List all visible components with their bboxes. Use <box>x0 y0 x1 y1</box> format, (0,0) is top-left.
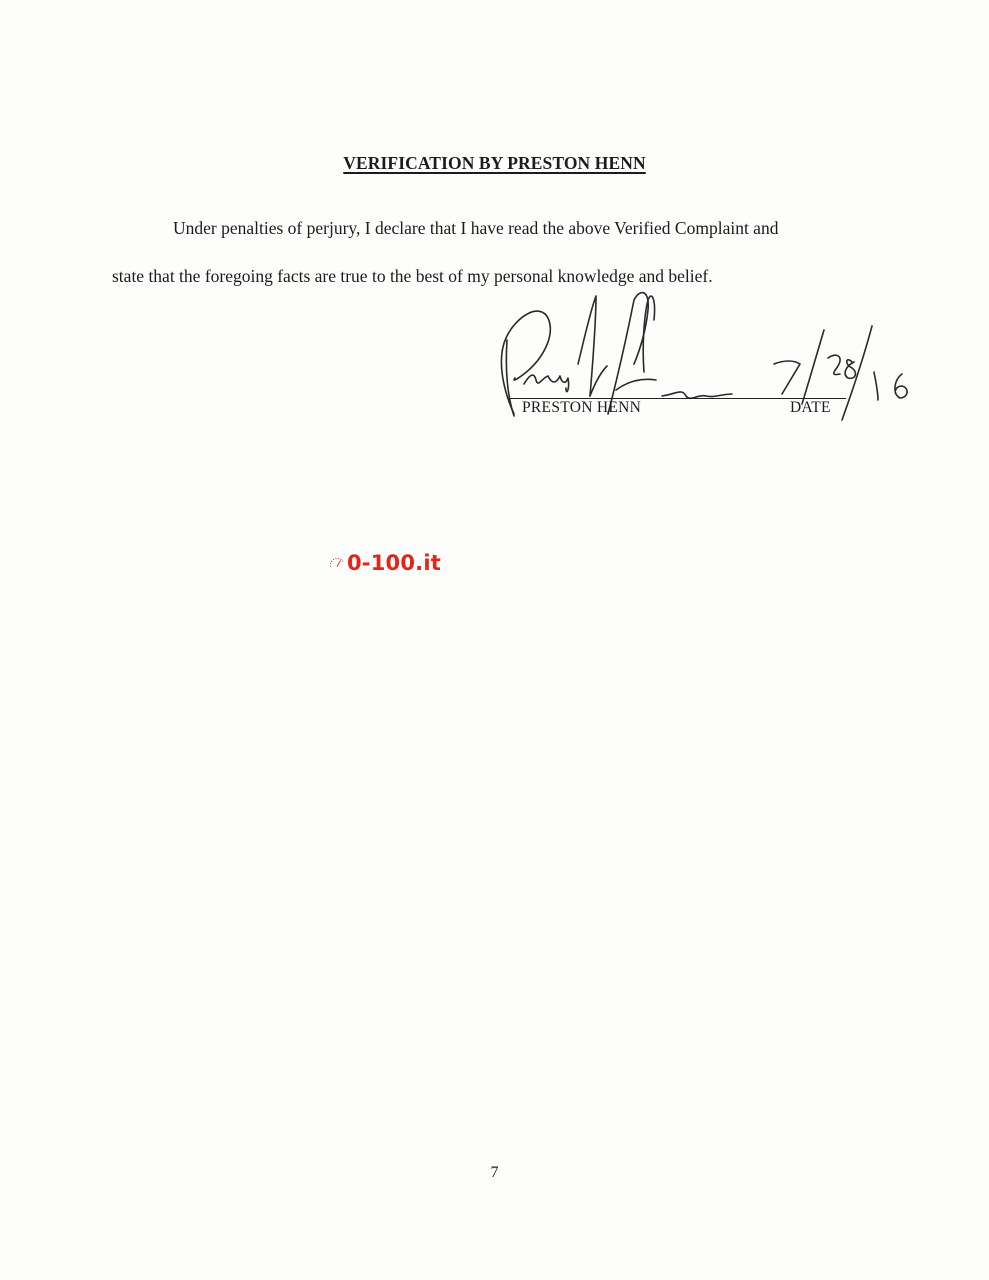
handwritten-signature <box>0 0 989 500</box>
page-number: 7 <box>490 1164 499 1181</box>
body-text-line-1: Under penalties of perjury, I declare that I have read the above Verified Complaint and <box>173 218 779 238</box>
speedometer-icon <box>328 554 346 572</box>
signature-name-label: PRESTON HENN <box>522 399 642 416</box>
watermark-text: 0-100.it <box>347 551 441 575</box>
document-title <box>0 153 989 174</box>
watermark <box>328 551 441 575</box>
body-text-line-2: state that the foregoing facts are true to the best of my personal knowledge and belief. <box>112 266 713 286</box>
date-label: DATE <box>790 399 831 416</box>
title-text: VERIFICATION BY PRESTON HENN <box>343 153 646 173</box>
